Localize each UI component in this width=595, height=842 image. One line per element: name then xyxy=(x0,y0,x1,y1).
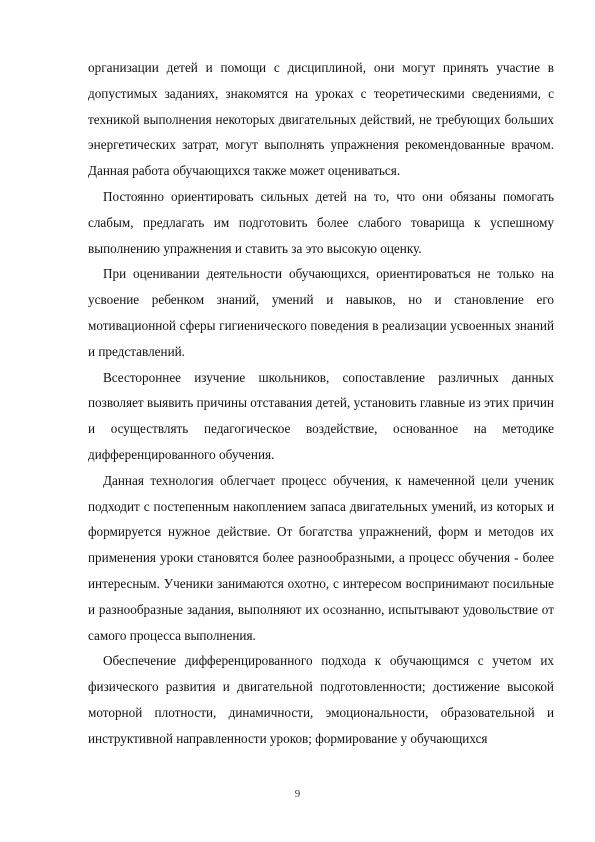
paragraph-6: Обеспечение дифференцированного подхода к обучающимся с учетом их физического развития и двигательной подготовленности; достижение высокой моторной плотности, динамичности, эмоциональности, образовательной и инструктивной направленности уроков; формирование у обучающихся xyxy=(88,653,554,746)
paragraph-5: Данная технология облегчает процесс обучения, к намеченной цели ученик подходит с постепенным накоплением запаса двигательных умений, из которых и формируется нужное действие. От богатства упражнений, форм и методов их применения уроки становятся более разнообразными, а процесс обучения - более интересным. Ученики занимаются охотно, с интересом воспринимают посильные и разнообразные задания, выполняют их осознанно, испытывают удовольствие от самого процесса выполнения. xyxy=(88,472,554,643)
paragraph-3: При оценивании деятельности обучающихся, ориентироваться не только на усвоение ребенком знаний, умений и навыков, но и становление его мотивационной сферы гигиенического поведения в реализации усвоенных знаний и представлений. xyxy=(88,266,554,359)
paragraph-1: организации детей и помощи с дисциплиной, они могут принять участие в допустимых заданиях, знакомятся на уроках с теоретическими сведениями, с техникой выполнения некоторых двигательных действий, не требующих больших энергетических затрат, могут выполнять упражнения рекомендованные врачом. Данная работа обучающихся также может оцениваться. xyxy=(88,60,554,179)
body-text xyxy=(88,55,554,752)
paragraph-2: Постоянно ориентировать сильных детей на то, что они обязаны помогать слабым, предлагать им подготовить более слабого товарища к успешному выполнению упражнения и ставить за это высокую оценку. xyxy=(88,188,554,256)
page-number: 9 xyxy=(294,788,301,800)
paragraph-4: Всестороннее изучение школьников, сопоставление различных данных позволяет выявить причины отставания детей, установить главные из этих причин и осуществлять педагогическое воздействие, основанное на методике дифференцированного обучения. xyxy=(88,369,554,462)
